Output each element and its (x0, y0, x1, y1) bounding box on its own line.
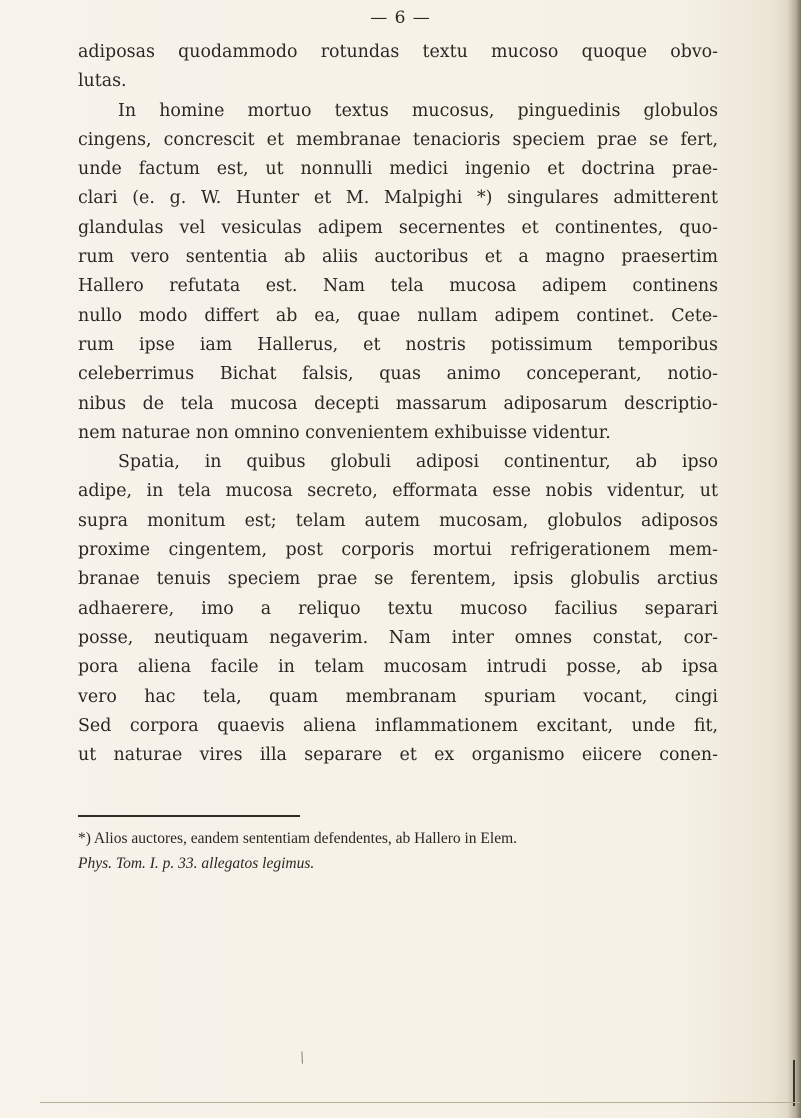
footnote-line: Phys. Tom. I. p. 33. allegatos legimus. (78, 855, 315, 872)
body-line: adiposas quodammodo rotundas textu mucoso quoque obvo- (78, 42, 718, 62)
body-line: rum vero sententia ab aliis auctoribus et a magno praesertim (78, 247, 718, 268)
body-line: Spatia, in quibus globuli adiposi continentur, ab ipso (118, 452, 718, 473)
body-line: pora aliena facile in telam mucosam intrudi posse, ab ipsa (78, 657, 718, 678)
body-line: unde factum est, ut nonnulli medici ingenio et doctrina prae- (78, 159, 718, 180)
body-line: In homine mortuo textus mucosus, pinguedinis globulos (118, 100, 718, 121)
bottom-edge-line (40, 1102, 800, 1103)
body-line: glandulas vel vesiculas adipem secernentes et continentes, quo- (78, 217, 718, 238)
body-line: adhaerere, imo a reliquo textu mucoso facilius separari (78, 598, 718, 619)
body-line: clari (e. g. W. Hunter et M. Malpighi *) singulares admitterent (78, 188, 718, 209)
page-edge-mark (793, 1060, 795, 1106)
page-edge-shadow (787, 0, 801, 1118)
footnote-line: *) Alios auctores, eandem sententiam defendentes, ab Hallero in Elem. (78, 830, 518, 847)
body-line: vero hac tela, quam membranam spuriam vocant, cingi (78, 686, 718, 707)
body-line: branae tenuis speciem prae se ferentem, ipsis globulis arctius (78, 569, 718, 590)
body-line: adipe, in tela mucosa secreto, efformata esse nobis videntur, ut (78, 481, 718, 502)
body-line: nullo modo differt ab ea, quae nullam adipem continet. Cete- (78, 305, 718, 326)
body-line: Hallero refutata est. Nam tela mucosa adipem continens (78, 276, 718, 297)
body-line: ut naturae vires illa separare et ex organismo eiicere conen- (78, 745, 718, 766)
body-text (78, 38, 718, 770)
body-line: proxime cingentem, post corporis mortui refrigerationem mem- (78, 540, 718, 561)
body-line: Sed corpora quaevis aliena inflammationem excitant, unde fit, (78, 715, 718, 736)
body-line: nibus de tela mucosa decepti massarum adiposarum descriptio- (78, 393, 718, 414)
body-line: celeberrimus Bichat falsis, quas animo conceperant, notio- (78, 364, 718, 385)
body-line: supra monitum est; telam autem mucosam, globulos adiposos (78, 510, 718, 531)
body-line: nem naturae non omnino convenientem exhibuisse videntur. (78, 422, 611, 443)
body-line: posse, neutiquam negaverim. Nam inter omnes constat, cor- (78, 627, 718, 648)
footnote-rule (78, 815, 300, 817)
body-line: rum ipse iam Hallerus, et nostris potissimum temporibus (78, 334, 718, 355)
page-number: — 6 — (370, 8, 431, 28)
body-line: cingens, concrescit et membranae tenacioris speciem prae se fert, (78, 129, 718, 150)
body-line: lutas. (78, 71, 127, 92)
footnote (78, 826, 718, 876)
stray-pencil-mark: / (297, 1049, 308, 1067)
